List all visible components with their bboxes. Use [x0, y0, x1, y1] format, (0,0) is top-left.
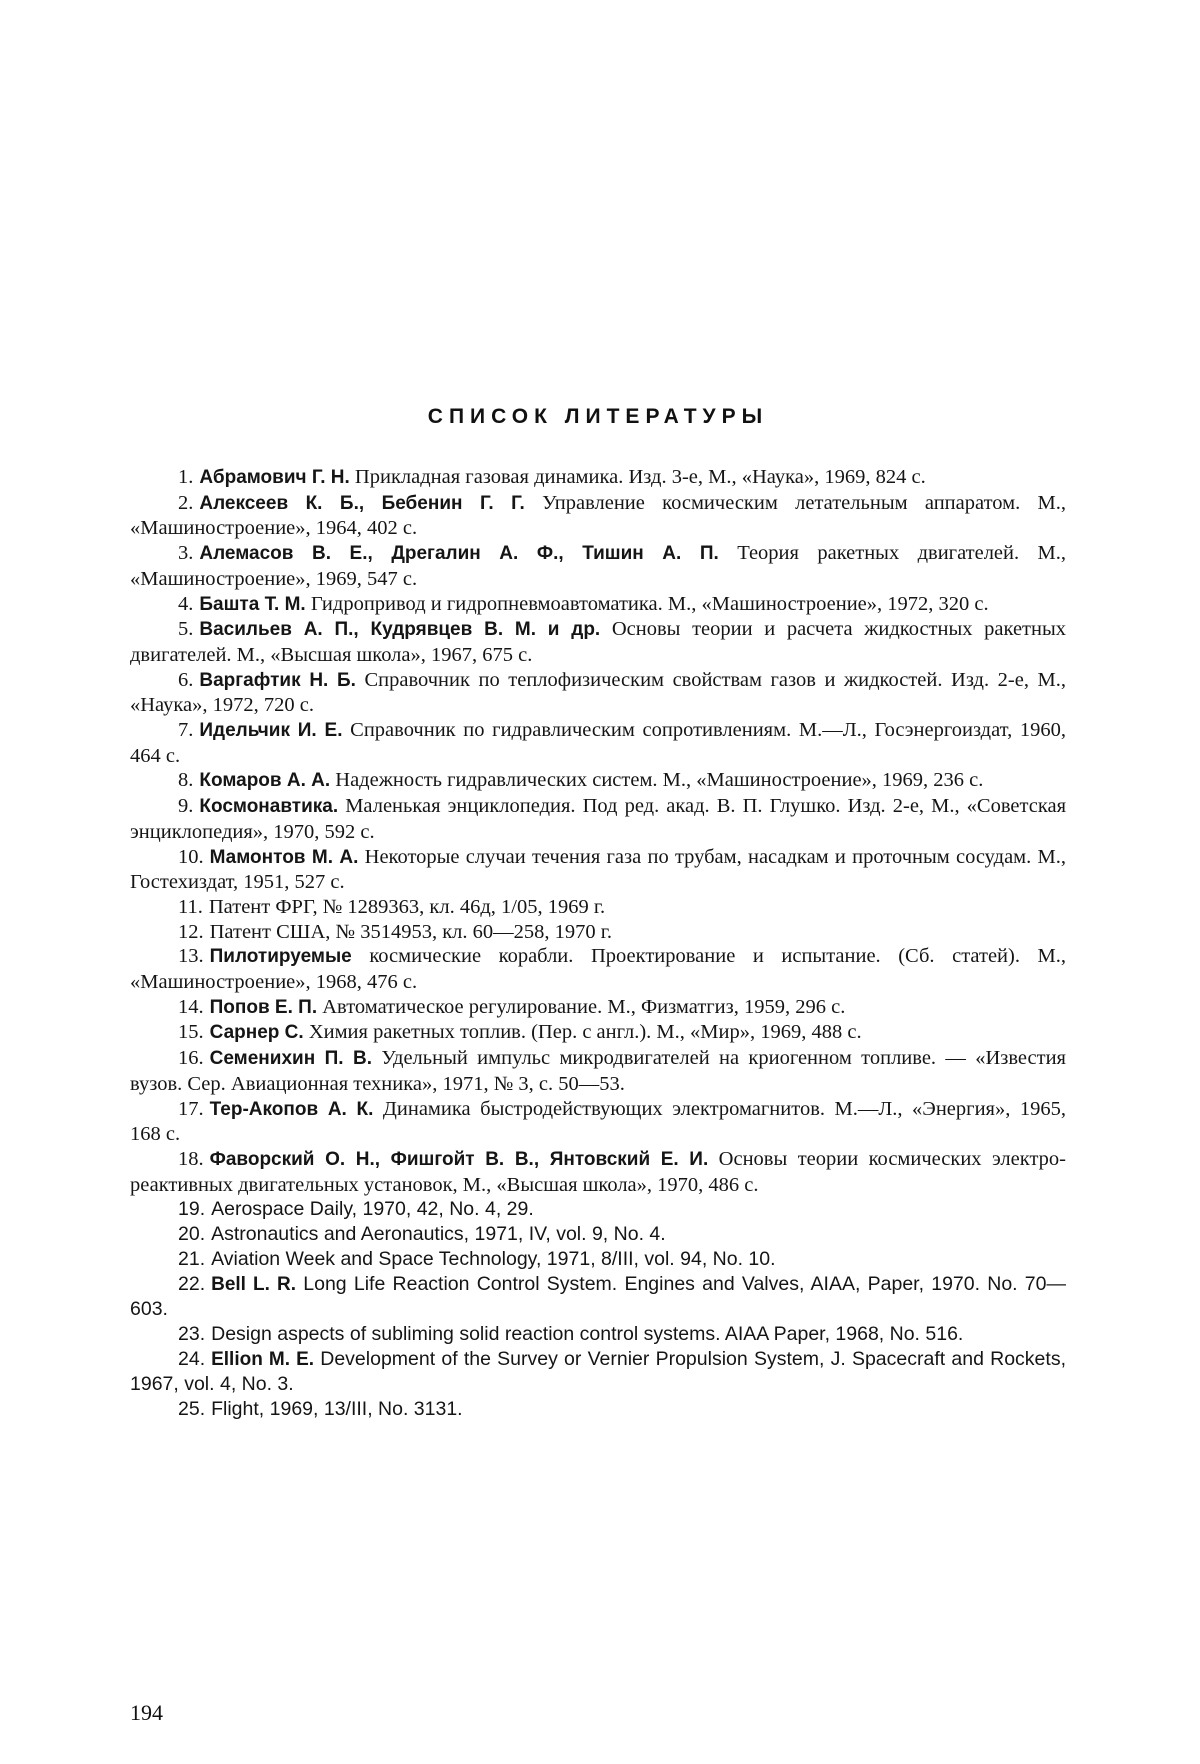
reference-author: Bell L. R. — [211, 1273, 297, 1295]
reference-text: космические корабли. Проектирование и испытание. (Сб. статей). М., «Машиностроение», 1968, 476 с. — [130, 945, 1066, 994]
reference-text: Основы теории космических электро-реактивных двигательных установок, М., «Высшая школа», 1970, 486 с. — [130, 1147, 1066, 1196]
reference-text: Динамика быстродействующих электромагнитов. М.—Л., «Энергия», 1965, 168 с. — [130, 1097, 1066, 1146]
reference-item — [130, 1347, 1066, 1397]
reference-number: 24. — [178, 1347, 206, 1370]
reference-number: 5. — [178, 618, 194, 641]
reference-author: Идельчик И. Е. — [199, 720, 343, 742]
reference-item — [130, 1322, 1066, 1347]
reference-item — [130, 920, 1066, 945]
reference-number: 4. — [178, 592, 194, 615]
reference-number: 12. — [178, 920, 204, 943]
reference-number: 9. — [178, 795, 194, 818]
reference-number: 19. — [178, 1198, 206, 1221]
reference-text: Development of the Survey or Vernier Propulsion System, J. Spacecraft and Rockets, 1967, vol. 4, No. 3. — [130, 1347, 1066, 1396]
reference-author: Башта Т. М. — [199, 593, 306, 615]
reference-author: Тер-Акопов А. К. — [209, 1098, 374, 1120]
reference-number: 1. — [178, 466, 194, 488]
reference-author: Абрамович Г. Н. — [199, 467, 350, 488]
reference-number: 11. — [178, 895, 203, 918]
reference-number: 15. — [178, 1021, 204, 1044]
reference-number: 14. — [178, 995, 204, 1018]
reference-text: Надежность гидравлических систем. М., «Машиностроение», 1969, 236 с. — [335, 769, 984, 792]
reference-number: 17. — [178, 1097, 204, 1120]
reference-item — [130, 944, 1066, 994]
reference-item — [130, 718, 1066, 768]
reference-text: Патент США, № 3514953, кл. 60—258, 1970 г. — [209, 920, 612, 943]
reference-item — [130, 895, 1066, 920]
reference-item — [130, 1272, 1066, 1322]
reference-item — [130, 1020, 1066, 1046]
reference-text: Некоторые случаи течения газа по трубам, насадкам и проточным сосудам. М., Гостехиздат, 1951, 527 с. — [130, 845, 1066, 894]
reference-number: 3. — [178, 542, 194, 565]
reference-item — [130, 995, 1066, 1021]
reference-author: Фаворский О. Н., Фишгойт В. В., Янтовский Е. И. — [209, 1148, 709, 1170]
reference-text: Design aspects of subliming solid reaction control systems. AIAA Paper, 1968, No. 516. — [211, 1322, 964, 1345]
reference-author: Мамонтов М. А. — [209, 846, 359, 868]
reference-text: Патент ФРГ, № 1289363, кл. 46д, 1/05, 1969 г. — [208, 895, 606, 918]
reference-item — [130, 668, 1066, 718]
reference-item — [130, 768, 1066, 794]
reference-text: Astronautics and Aeronautics, 1971, IV, vol. 9, No. 4. — [211, 1223, 666, 1246]
reference-text: Flight, 1969, 13/III, No. 3131. — [211, 1398, 463, 1421]
reference-text: Управление космическим летательным аппаратом. М., «Машиностроение», 1964, 402 с. — [130, 491, 1066, 540]
reference-author: Варгафтик Н. Б. — [199, 669, 356, 691]
reference-text: Теория ракетных двигателей. М., «Машиностроение», 1969, 547 с. — [130, 542, 1067, 590]
reference-text: Маленькая энциклопедия. Под ред. акад. В. П. Глушко. Изд. 2-е, М., «Советская энциклопедия», 1970, 592 с. — [130, 795, 1066, 843]
reference-number: 21. — [178, 1247, 206, 1270]
reference-item — [130, 592, 1066, 618]
reference-item — [130, 794, 1066, 844]
reference-item — [130, 1046, 1066, 1096]
reference-number: 18. — [178, 1147, 204, 1170]
reference-list — [130, 465, 1066, 1422]
reference-item — [130, 491, 1066, 541]
reference-text: Химия ракетных топлив. (Пер. с англ.). М., «Мир», 1969, 488 с. — [308, 1021, 862, 1044]
reference-author: Пилотируемые — [209, 946, 352, 968]
reference-author: Ellion M. E. — [211, 1348, 315, 1370]
reference-text: Справочник по гидравлическим сопротивлениям. М.—Л., Госэнергоиздат, 1960, 464 с. — [130, 719, 1066, 767]
reference-number: 10. — [178, 845, 204, 868]
reference-author: Васильев А. П., Кудрявцев В. М. и др. — [199, 619, 601, 641]
reference-author: Алексеев К. Б., Бебенин Г. Г. — [199, 492, 525, 514]
reference-number: 25. — [178, 1398, 206, 1421]
reference-item — [130, 1197, 1066, 1222]
reference-item — [130, 541, 1066, 591]
reference-number: 7. — [178, 719, 194, 742]
reference-number: 8. — [178, 769, 194, 792]
reference-item — [130, 1097, 1066, 1147]
reference-author: Попов Е. П. — [209, 996, 318, 1018]
reference-text: Удельный импульс микродвигателей на криогенном топливе. — «Известия вузов. Сер. Авиационная техника», 1971, № 3, с. 50—53. — [130, 1047, 1066, 1095]
reference-text: Основы теории и расчета жидкостных ракетных двигателей. М., «Высшая школа», 1967, 675 с. — [130, 618, 1067, 666]
reference-author: Космонавтика. — [199, 796, 339, 818]
reference-item — [130, 1222, 1066, 1247]
reference-item — [130, 465, 1066, 491]
reference-number: 22. — [178, 1272, 206, 1295]
reference-item — [130, 845, 1066, 895]
reference-text: Long Life Reaction Control System. Engines and Valves, AIAA, Paper, 1970. No. 70—603. — [130, 1272, 1067, 1321]
reference-author: Алемасов В. Е., Дрегалин А. Ф., Тишин А. П. — [199, 543, 719, 565]
reference-number: 16. — [178, 1047, 204, 1070]
reference-item — [130, 1247, 1066, 1272]
reference-text: Aerospace Daily, 1970, 42, No. 4, 29. — [211, 1198, 534, 1221]
reference-number: 20. — [178, 1223, 206, 1246]
reference-author: Сарнер С. — [209, 1022, 304, 1044]
reference-author: Комаров А. А. — [199, 770, 331, 792]
page-title: СПИСОК ЛИТЕРАТУРЫ — [427, 405, 769, 428]
page-number: 194 — [130, 1700, 163, 1725]
reference-text: Гидропривод и гидропневмоавтоматика. М., «Машиностроение», 1972, 320 с. — [310, 592, 989, 615]
reference-number: 13. — [178, 945, 204, 968]
reference-text: Справочник по теплофизическим свойствам газов и жидкостей. Изд. 2-е, М., «Наука», 1972, 720 с. — [130, 668, 1066, 717]
reference-number: 23. — [178, 1322, 206, 1345]
reference-number: 6. — [178, 668, 194, 691]
reference-item — [130, 1397, 1066, 1422]
reference-text: Автоматическое регулирование. М., Физматгиз, 1959, 296 с. — [322, 995, 846, 1018]
reference-text: Aviation Week and Space Technology, 1971, 8/III, vol. 94, No. 10. — [211, 1247, 776, 1270]
book-page — [130, 0, 1066, 1764]
reference-author: Семенихин П. В. — [209, 1048, 373, 1070]
reference-item — [130, 1147, 1066, 1197]
reference-item — [130, 617, 1066, 667]
reference-number: 2. — [178, 491, 194, 514]
reference-text: Прикладная газовая динамика. Изд. 3-е, М., «Наука», 1969, 824 с. — [354, 466, 926, 488]
